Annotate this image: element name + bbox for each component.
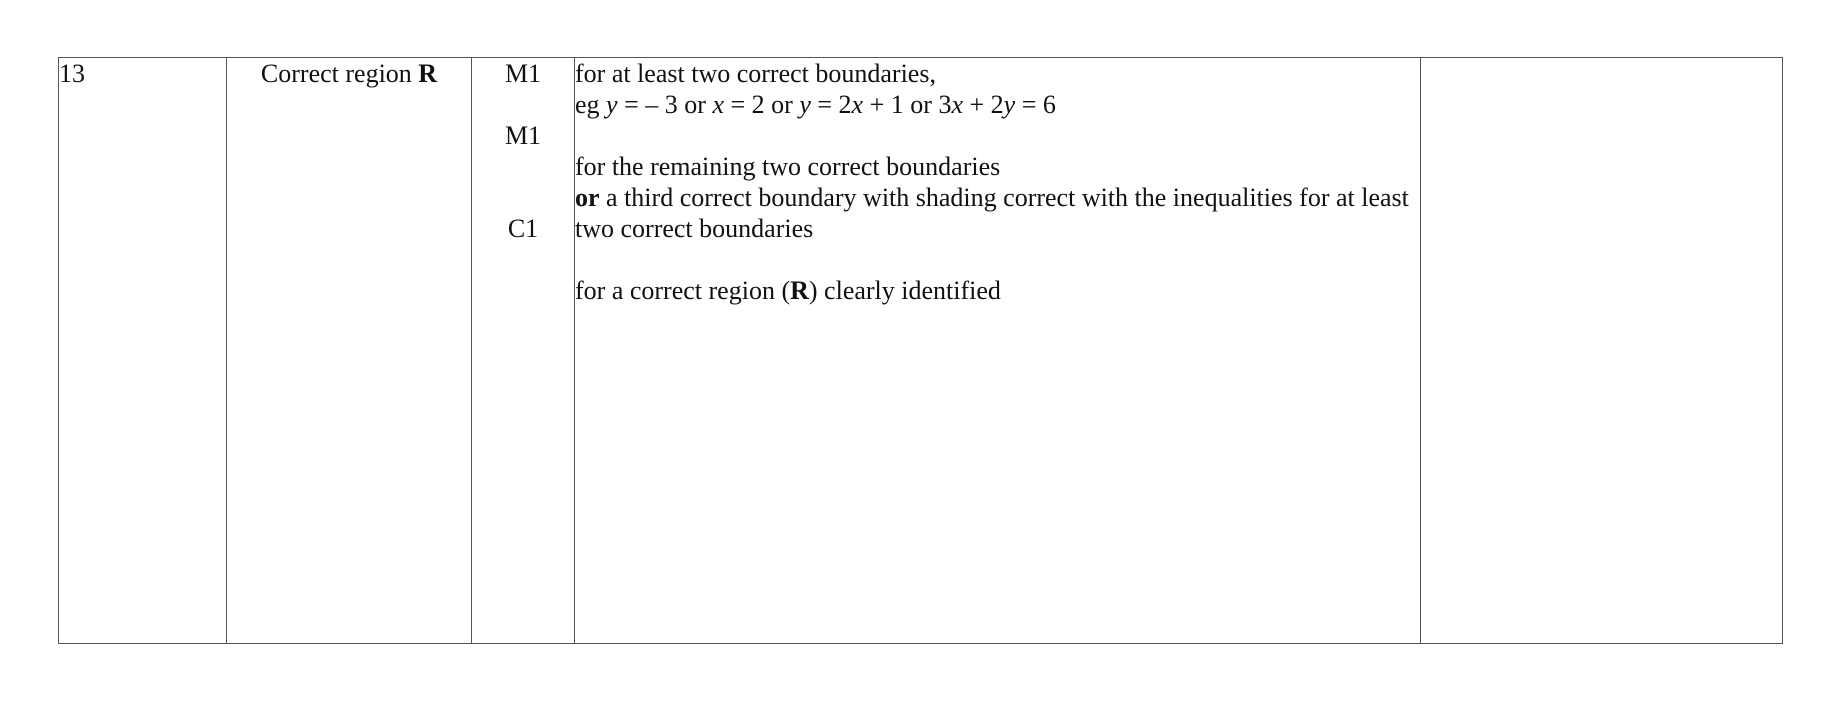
- question-number: 13: [59, 59, 85, 88]
- answer-text: Correct region: [260, 59, 412, 88]
- marks-cell: [472, 58, 575, 644]
- mark-code-m1-second: M1: [504, 121, 542, 150]
- table-row: [59, 58, 1783, 644]
- mark-scheme-table: [58, 57, 1783, 644]
- note-m1-first: [575, 58, 1420, 120]
- note-c1: [575, 275, 1420, 306]
- mark-code-c1: C1: [507, 214, 539, 243]
- answer-cell: [227, 58, 472, 644]
- note-m1-second: [575, 151, 1420, 244]
- mark-code-m1-first: M1: [504, 59, 542, 88]
- extra-column-cell: [1421, 58, 1783, 644]
- note-m1-first-line2: eg y = – 3 or x = 2 or y = 2x + 1 or 3x + 2y = 6: [575, 90, 1056, 119]
- note-m1-second-line1: for the remaining two correct boundaries: [575, 152, 1001, 181]
- guidance-notes-cell: [575, 58, 1421, 644]
- note-m1-second-line2: or a third correct boundary with shading correct with the inequalities for at least two correct boundaries: [575, 183, 1409, 243]
- answer-region-label: R: [418, 59, 438, 88]
- note-m1-first-line1: for at least two correct boundaries,: [575, 59, 936, 88]
- question-number-cell: [59, 58, 227, 644]
- note-c1-line: for a correct region (R) clearly identified: [575, 276, 1001, 305]
